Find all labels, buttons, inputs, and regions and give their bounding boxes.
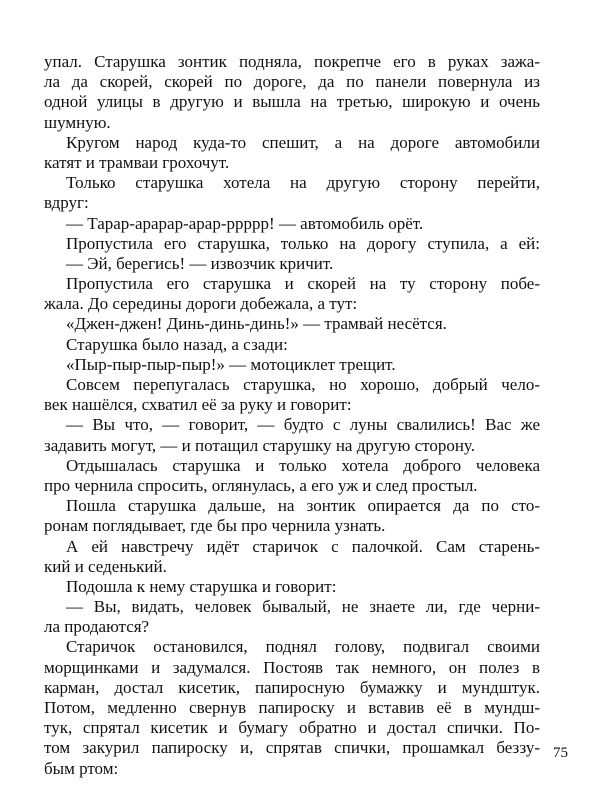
text-line: Отдышалась старушка и только хотела доброго человека — [66, 455, 540, 475]
text-line: ла продаются? — [44, 617, 150, 637]
text-line: катят и трамваи грохочут. — [44, 152, 230, 172]
text-line: морщинками и задумался. Постояв так немного, он полез в — [44, 657, 540, 677]
text-line: том закурил папироску и, спрятав спички, прошамкал беззу- — [44, 738, 540, 758]
text-line: тук, спрятал кисетик и бумагу обратно и достал спички. По- — [44, 718, 540, 738]
text-line: карман, достал кисетик, папиросную бумажку и мундштук. — [44, 677, 540, 697]
text-line: Пошла старушка дальше, на зонтик опирается да по сто- — [66, 496, 540, 516]
text-line: ла да скорей, скорей по дороге, да по панели повернула из — [44, 72, 540, 92]
text-line: Подошла к нему старушка и говорит: — [66, 576, 337, 596]
text-line: «Пыр-пыр-пыр-пыр!» — мотоциклет трещит. — [66, 354, 396, 374]
text-line: А ей навстречу идёт старичок с палочкой. Сам старень- — [66, 536, 540, 556]
text-line: шумную. — [44, 112, 111, 132]
text-line: «Джен-джен! Динь-динь-динь!» — трамвай несётся. — [66, 314, 447, 334]
text-line: ронам поглядывает, где бы про чернила узнать. — [44, 516, 386, 536]
text-line: Старичок остановился, поднял голову, подвигал своими — [66, 637, 540, 657]
text-line: Кругом народ куда-то спешит, а на дороге автомобили — [66, 132, 540, 152]
text-line: одной улицы в другую и вышла на третью, широкую и очень — [44, 92, 540, 112]
text-line: Потом, медленно свернув папироску и вставив её в мундш- — [44, 698, 540, 717]
text-line: — Вы что, — говорит, — будто с луны свалились! Вас же — [66, 415, 540, 435]
text-line: жала. До середины дороги добежала, а тут: — [44, 294, 358, 314]
page-number: 75 — [553, 745, 568, 761]
text-line: Только старушка хотела на другую сторону перейти, — [66, 173, 540, 193]
text-line: — Эй, берегись! — извозчик кричит. — [66, 253, 334, 273]
text-line: век нашёлся, схватил её за руку и говорит: — [44, 395, 352, 415]
body-text — [44, 52, 540, 779]
text-line: вдруг: — [44, 193, 89, 213]
text-line: — Вы, видать, человек бывалый, не знаете ли, где черни- — [66, 597, 540, 617]
text-line: кий и седенький. — [44, 556, 167, 576]
text-line: — Тарар-арарар-арар-ррррр! — автомобиль орёт. — [66, 213, 424, 233]
text-line: Пропустила его старушка и скорей на ту сторону побе- — [66, 274, 540, 294]
text-line: Старушка было назад, а сзади: — [66, 334, 288, 354]
text-line: задавить могут, — и потащил старушку на другую сторону. — [44, 435, 475, 455]
text-line: упал. Старушка зонтик подняла, покрепче его в руках зажа- — [44, 52, 540, 71]
text-line: бым ртом: — [44, 758, 119, 778]
text-line: Пропустила его старушка, только на дорогу ступила, а ей: — [66, 233, 540, 253]
text-line: Совсем перепугалась старушка, но хорошо, добрый чело- — [66, 375, 540, 394]
text-line: про чернила спросить, оглянулась, а его уж и след простыл. — [44, 475, 478, 495]
